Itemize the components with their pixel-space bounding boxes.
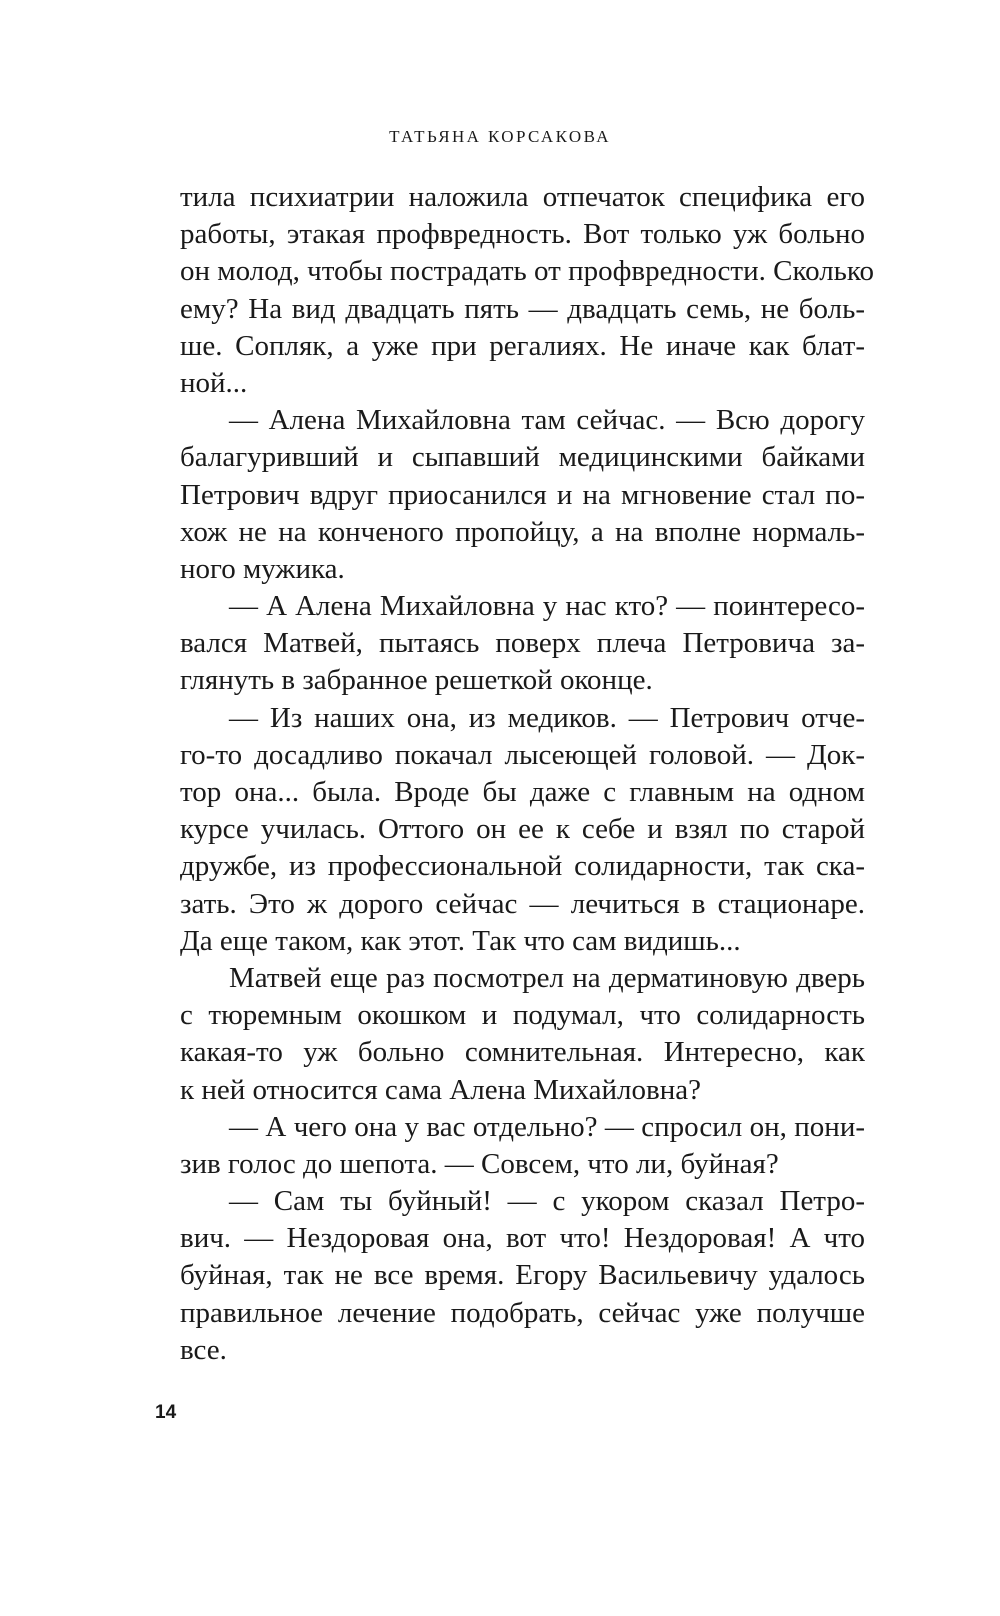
text-line: ной... (180, 366, 248, 399)
text-line: он молод, чтобы пострадать от профвредности. Сколько (180, 255, 875, 288)
text-line: тор она... была. Вроде бы даже с главным на одном (180, 776, 865, 808)
text-line: Да еще таком, как этот. Так что сам видишь... (180, 924, 741, 957)
text-line: Петрович вдруг приосанился и на мгновение стал по- (180, 478, 865, 511)
text-line: тила психиатрии наложила отпечаток специфика его (180, 181, 865, 213)
text-line: — Из наших она, из медиков. — Петрович отче- (229, 701, 865, 734)
text-line: го-то досадливо покачал лысеющей головой. — Док- (180, 738, 865, 771)
text-line: вич. — Нездоровая она, вот что! Нездоровая! А что (180, 1222, 865, 1255)
text-line: зать. Это ж дорого сейчас — лечиться в стационаре. (180, 887, 865, 920)
text-line: Матвей еще раз посмотрел на дерматиновую дверь (229, 961, 865, 994)
text-line: — А чего она у вас отдельно? — спросил он, пони- (229, 1110, 865, 1143)
text-line: балагуривший и сыпавший медицинскими байками (180, 441, 865, 474)
text-line: — А Алена Михайловна у нас кто? — поинтересо- (229, 590, 865, 623)
text-line: хож не на конченого пропойцу, а на вполне нормаль- (180, 515, 865, 548)
text-line: все. (180, 1333, 227, 1366)
body-text (180, 179, 875, 1369)
page-number: 14 (155, 1402, 177, 1423)
text-line: вался Матвей, пытаясь поверх плеча Петровича за- (180, 627, 865, 660)
text-line: ше. Сопляк, а уже при регалиях. Не иначе как блат- (180, 329, 865, 362)
text-line: буйная, так не все время. Егору Васильевичу удалось (180, 1259, 865, 1292)
text-line: работы, этакая профвредность. Вот только уж больно (180, 218, 865, 251)
text-line: — Алена Михайловна там сейчас. — Всю дорогу (229, 404, 865, 437)
text-line: какая-то уж больно сомнительная. Интересно, как (180, 1036, 865, 1069)
running-head: ТАТЬЯНА КОРСАКОВА (389, 127, 611, 146)
text-line: — Сам ты буйный! — с укором сказал Петро- (229, 1185, 865, 1218)
text-line: курсе училась. Оттого он ее к себе и взял по старой (180, 813, 865, 846)
text-line: правильное лечение подобрать, сейчас уже получше (180, 1296, 865, 1329)
text-line: зив голос до шепота. — Совсем, что ли, буйная? (180, 1147, 779, 1180)
text-line: глянуть в забранное решеткой оконце. (180, 664, 653, 697)
text-line: дружбе, из профессиональной солидарности, так ска- (180, 850, 865, 883)
text-line: с тюремным окошком и подумал, что солидарность (180, 999, 865, 1032)
text-line: ного мужика. (180, 552, 345, 585)
text-line: к ней относится сама Алена Михайловна? (180, 1073, 701, 1106)
text-line: ему? На вид двадцать пять — двадцать семь, не боль- (180, 292, 865, 325)
